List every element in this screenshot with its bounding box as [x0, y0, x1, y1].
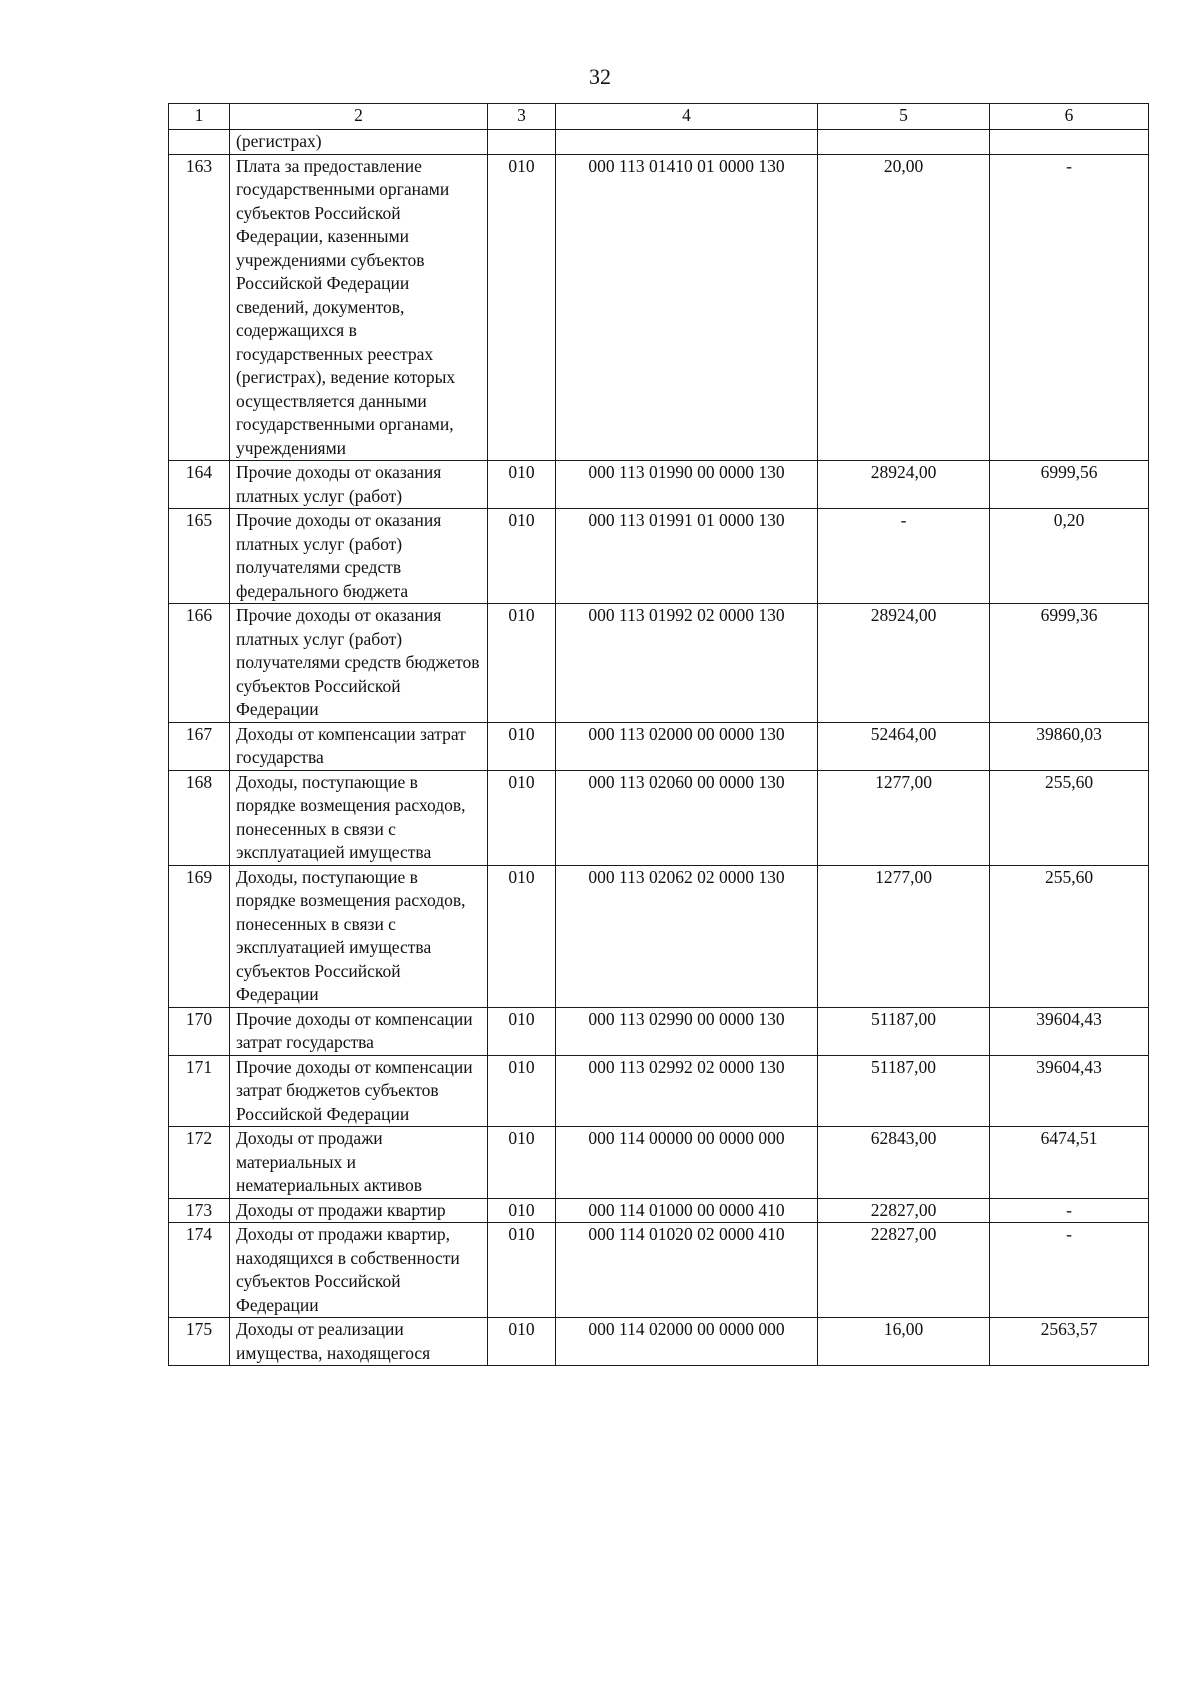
- row-number-cell: 174: [169, 1223, 230, 1318]
- row-name-cell: Плата за предоставление государственными органами субъектов Российской Федерации, казенными учреждениями субъектов Российской Федерации сведений, документов, содержащихся в государственных реестрах (регистрах), ведение которых осуществляется данными государственными органами, учреждениями: [230, 154, 488, 461]
- row-value2-cell: 39604,43: [990, 1007, 1149, 1055]
- row-value2-cell: 0,20: [990, 509, 1149, 604]
- row-value1-cell: -: [818, 509, 990, 604]
- row-code-cell: 000 113 01992 02 0000 130: [556, 604, 818, 723]
- row-value1-cell: 16,00: [818, 1318, 990, 1366]
- row-number-cell: 173: [169, 1198, 230, 1223]
- row-number-cell: 171: [169, 1055, 230, 1127]
- row-number-cell: 167: [169, 722, 230, 770]
- row-number-cell: 169: [169, 865, 230, 1007]
- row-value1-cell: 1277,00: [818, 865, 990, 1007]
- row-name-cell: Доходы, поступающие в порядке возмещения расходов, понесенных в связи с эксплуатацией имущества: [230, 770, 488, 865]
- row-name-cell: Доходы от реализации имущества, находящегося: [230, 1318, 488, 1366]
- page-number: 32: [589, 64, 611, 89]
- row-value2-cell: 2563,57: [990, 1318, 1149, 1366]
- row-value1-cell: 28924,00: [818, 461, 990, 509]
- row-number-cell: 170: [169, 1007, 230, 1055]
- row-number-cell: 163: [169, 154, 230, 461]
- row-form-cell: 010: [488, 1198, 556, 1223]
- header-cell: 5: [818, 104, 990, 130]
- row-name-cell: Доходы от продажи квартир, находящихся в собственности субъектов Российской Федерации: [230, 1223, 488, 1318]
- header-cell: 2: [230, 104, 488, 130]
- row-code-cell: 000 113 02062 02 0000 130: [556, 865, 818, 1007]
- row-form-cell: 010: [488, 509, 556, 604]
- row-value2-cell: 6999,56: [990, 461, 1149, 509]
- row-name-cell: Прочие доходы от компенсации затрат государства: [230, 1007, 488, 1055]
- row-form-cell: 010: [488, 1127, 556, 1199]
- table-row: [169, 509, 1149, 604]
- table-row: [169, 1318, 1149, 1366]
- row-number-cell: [169, 130, 230, 155]
- row-name-cell: Доходы, поступающие в порядке возмещения расходов, понесенных в связи с эксплуатацией имущества субъектов Российской Федерации: [230, 865, 488, 1007]
- row-code-cell: 000 113 02992 02 0000 130: [556, 1055, 818, 1127]
- row-code-cell: 000 113 02990 00 0000 130: [556, 1007, 818, 1055]
- row-value1-cell: 22827,00: [818, 1198, 990, 1223]
- row-code-cell: 000 114 01020 02 0000 410: [556, 1223, 818, 1318]
- row-value2-cell: 39604,43: [990, 1055, 1149, 1127]
- row-value1-cell: 52464,00: [818, 722, 990, 770]
- table-row: [169, 461, 1149, 509]
- row-value2-cell: -: [990, 1223, 1149, 1318]
- row-form-cell: 010: [488, 461, 556, 509]
- row-form-cell: 010: [488, 1007, 556, 1055]
- row-name-cell: (регистрах): [230, 130, 488, 155]
- table-row: [169, 770, 1149, 865]
- row-form-cell: 010: [488, 865, 556, 1007]
- row-value1-cell: 51187,00: [818, 1007, 990, 1055]
- row-number-cell: 175: [169, 1318, 230, 1366]
- row-code-cell: 000 113 01990 00 0000 130: [556, 461, 818, 509]
- header-cell: 1: [169, 104, 230, 130]
- row-value2-cell: 255,60: [990, 865, 1149, 1007]
- row-form-cell: [488, 130, 556, 155]
- row-number-cell: 164: [169, 461, 230, 509]
- row-value2-cell: -: [990, 1198, 1149, 1223]
- row-code-cell: 000 113 01991 01 0000 130: [556, 509, 818, 604]
- row-code-cell: 000 113 02060 00 0000 130: [556, 770, 818, 865]
- row-form-cell: 010: [488, 154, 556, 461]
- table-row: [169, 1007, 1149, 1055]
- row-value1-cell: [818, 130, 990, 155]
- table-row: [169, 1055, 1149, 1127]
- table-row: [169, 865, 1149, 1007]
- row-value2-cell: 255,60: [990, 770, 1149, 865]
- row-form-cell: 010: [488, 722, 556, 770]
- row-name-cell: Доходы от продажи материальных и нематериальных активов: [230, 1127, 488, 1199]
- table-row: [169, 722, 1149, 770]
- row-form-cell: 010: [488, 604, 556, 723]
- table-row: [169, 1223, 1149, 1318]
- table-row: [169, 154, 1149, 461]
- row-value1-cell: 28924,00: [818, 604, 990, 723]
- row-number-cell: 168: [169, 770, 230, 865]
- header-cell: 3: [488, 104, 556, 130]
- row-value2-cell: [990, 130, 1149, 155]
- header-row: [169, 104, 1149, 130]
- row-name-cell: Прочие доходы от оказания платных услуг (работ) получателями средств бюджетов субъектов Российской Федерации: [230, 604, 488, 723]
- revenue-table: [168, 103, 1149, 1366]
- row-value1-cell: 51187,00: [818, 1055, 990, 1127]
- row-number-cell: 172: [169, 1127, 230, 1199]
- row-value1-cell: 62843,00: [818, 1127, 990, 1199]
- row-code-cell: 000 114 01000 00 0000 410: [556, 1198, 818, 1223]
- row-name-cell: Прочие доходы от оказания платных услуг (работ) получателями средств федерального бюджета: [230, 509, 488, 604]
- row-code-cell: [556, 130, 818, 155]
- table-row: [169, 604, 1149, 723]
- continuation-row: [169, 130, 1149, 155]
- row-code-cell: 000 114 00000 00 0000 000: [556, 1127, 818, 1199]
- row-number-cell: 165: [169, 509, 230, 604]
- row-form-cell: 010: [488, 1223, 556, 1318]
- row-value2-cell: -: [990, 154, 1149, 461]
- row-value1-cell: 22827,00: [818, 1223, 990, 1318]
- row-value1-cell: 20,00: [818, 154, 990, 461]
- row-name-cell: Доходы от продажи квартир: [230, 1198, 488, 1223]
- header-cell: 4: [556, 104, 818, 130]
- row-value2-cell: 6474,51: [990, 1127, 1149, 1199]
- row-code-cell: 000 113 01410 01 0000 130: [556, 154, 818, 461]
- row-name-cell: Прочие доходы от оказания платных услуг (работ): [230, 461, 488, 509]
- row-form-cell: 010: [488, 1318, 556, 1366]
- row-number-cell: 166: [169, 604, 230, 723]
- table-row: [169, 1127, 1149, 1199]
- row-code-cell: 000 113 02000 00 0000 130: [556, 722, 818, 770]
- row-form-cell: 010: [488, 770, 556, 865]
- row-value2-cell: 39860,03: [990, 722, 1149, 770]
- row-name-cell: Прочие доходы от компенсации затрат бюджетов субъектов Российской Федерации: [230, 1055, 488, 1127]
- table-row: [169, 1198, 1149, 1223]
- row-value1-cell: 1277,00: [818, 770, 990, 865]
- header-cell: 6: [990, 104, 1149, 130]
- row-form-cell: 010: [488, 1055, 556, 1127]
- row-name-cell: Доходы от компенсации затрат государства: [230, 722, 488, 770]
- row-value2-cell: 6999,36: [990, 604, 1149, 723]
- row-code-cell: 000 114 02000 00 0000 000: [556, 1318, 818, 1366]
